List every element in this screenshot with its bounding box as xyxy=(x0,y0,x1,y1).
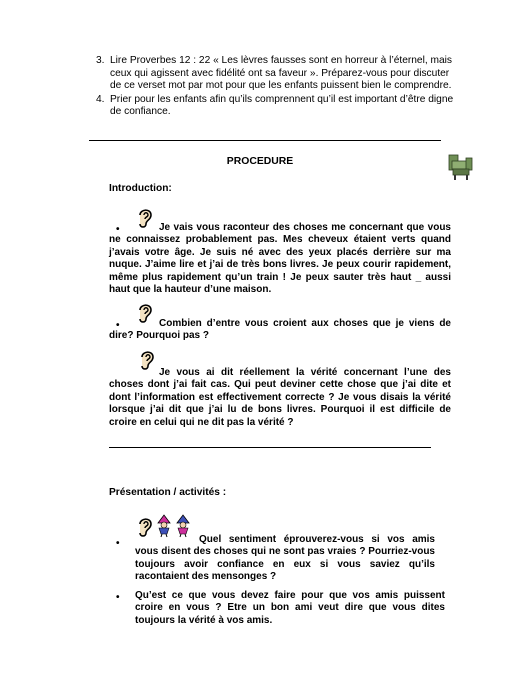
item-number: 3. xyxy=(96,55,105,66)
numbered-list xyxy=(96,55,456,120)
intro-paragraph-1: Je vais vous raconteur des choses me concernant que vous ne connaissez probablement pas. Mes cheveux étaient verts quand j’avais votre âge. Je suis né avec des yeux placés derrière sur ma nuque. J’aime lire et j’ai de très bons livres. Je peux courir rapidement, même plus rapidement qu’un train ! Je peux sauter très haut _ aussi haut que la hauteur d’une maison. xyxy=(109,222,451,296)
section-divider xyxy=(89,140,441,141)
item-number: 4. xyxy=(96,93,105,105)
bullet: • xyxy=(116,224,120,235)
list-item xyxy=(96,55,456,93)
intro-paragraph-2: Combien d’entre vous croient aux choses que je viens de dire? Pourquoi pas ? xyxy=(109,318,451,342)
introduction-heading: Introduction: xyxy=(109,183,172,194)
bullet: • xyxy=(116,538,120,549)
list-item xyxy=(96,94,456,119)
chair-icon xyxy=(446,152,476,182)
presentation-paragraph-2: Qu’est ce que vous devez faire pour que vos amis puissent croire en vous ? Etre un bon ami veut dire que vous dites toujours la vérité à vos amis. xyxy=(135,590,445,626)
bullet: • xyxy=(116,592,120,603)
item-text: Prier pour les enfants afin qu’ils comprennent qu’il est important d’être digne de confiance. xyxy=(110,93,454,118)
presentation-heading: Présentation / activités : xyxy=(109,487,227,498)
item-text: Lire Proverbes 12 : 22 « Les lèvres fausses sont en horreur à l’éternel, mais ceux qui agissent avec fidélité ont sa faveur ». Préparez-vous pour discuter de ce verset mot par mot pour que les enfants puissent bien le comprendre. xyxy=(110,55,453,92)
presentation-paragraph-1: Quel sentiment éprouverez-vous si vos amis vous disent des choses qui ne sont pas vraies ? Pourriez-vous toujours avoir confiance en eux si vous saviez qu’ils racontaient des mensonges ? xyxy=(135,534,435,583)
intro-paragraph-3: Je vous ai dit réellement la vérité concernant l’une des choses dont j’ai fait cas. Qui peut deviner cette chose que j’ai dite et dont l’information est effectivement correcte ? Je vous disais la vérité lorsque j’ai dit que j’ai lu de bons livres. Pourquoi il est difficile de croire en celui qui ne dit pas la vérité ? xyxy=(109,367,451,428)
procedure-title: PROCEDURE xyxy=(226,156,294,167)
section-divider xyxy=(109,447,431,448)
bullet: • xyxy=(116,320,120,331)
